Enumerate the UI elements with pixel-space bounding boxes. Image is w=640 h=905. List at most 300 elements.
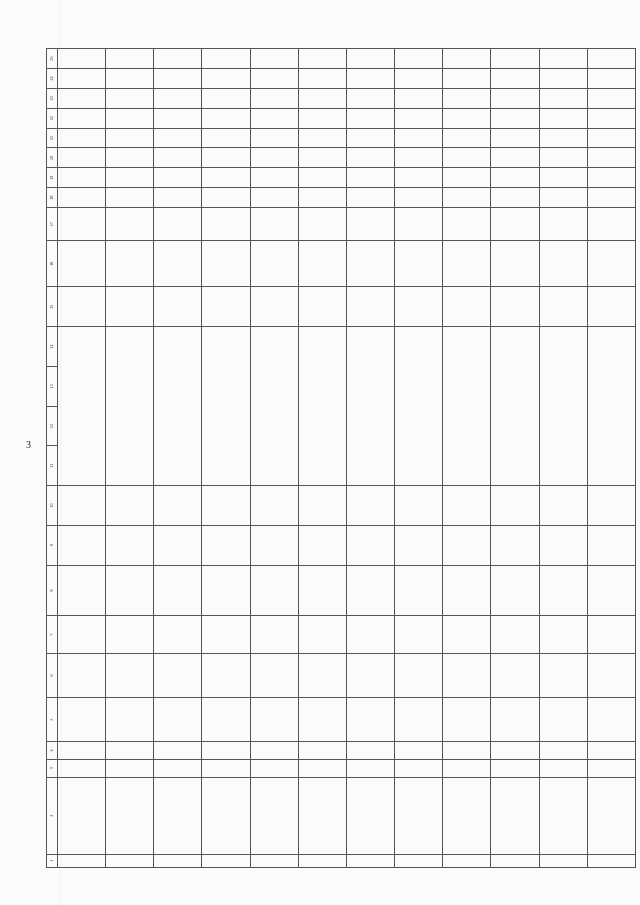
cell-start-date bbox=[443, 759, 491, 777]
cell-q3 bbox=[106, 486, 154, 526]
cell-indicator bbox=[58, 653, 106, 697]
cell-col-21 bbox=[491, 128, 539, 148]
cell-unit bbox=[491, 616, 539, 654]
cell-indicator bbox=[395, 653, 443, 697]
cell-col-21 bbox=[395, 128, 443, 148]
cell-measure-name bbox=[58, 777, 106, 854]
cell-col-25 bbox=[250, 49, 298, 69]
cell-q4 bbox=[346, 327, 394, 486]
cell-col-24 bbox=[587, 69, 635, 89]
cell-col-18 bbox=[587, 188, 635, 208]
cell-q2 bbox=[443, 525, 491, 565]
cell-col-21 bbox=[250, 128, 298, 148]
cell-col-17 bbox=[202, 208, 250, 241]
cell-q3 bbox=[346, 486, 394, 526]
cell-col-20 bbox=[587, 148, 635, 168]
column-number: 19 bbox=[47, 168, 58, 188]
cell-col-20 bbox=[106, 148, 154, 168]
cell-measure-name bbox=[346, 777, 394, 854]
cell-q1 bbox=[443, 565, 491, 616]
cell-col-21 bbox=[154, 128, 202, 148]
cell-col-17 bbox=[154, 208, 202, 241]
cell-q2 bbox=[346, 525, 394, 565]
cell-col-25 bbox=[539, 49, 587, 69]
column-number: 7 bbox=[47, 616, 58, 654]
cell-col-17 bbox=[491, 208, 539, 241]
cell-row-number bbox=[443, 854, 491, 867]
cell-col-20 bbox=[154, 148, 202, 168]
cell-q1 bbox=[202, 565, 250, 616]
cell-col-22 bbox=[106, 108, 154, 128]
cell-executor bbox=[154, 698, 202, 742]
column-number: 10 bbox=[47, 486, 58, 526]
cell-start-date bbox=[106, 759, 154, 777]
cell-measure-name bbox=[202, 777, 250, 854]
cell-q1 bbox=[395, 565, 443, 616]
cell-col-23 bbox=[250, 88, 298, 108]
cell-start-date bbox=[58, 759, 106, 777]
cell-start-date bbox=[491, 759, 539, 777]
cell-end-date bbox=[58, 742, 106, 760]
cell-end-date bbox=[202, 742, 250, 760]
cell-col-18 bbox=[202, 188, 250, 208]
cell-col-24 bbox=[539, 69, 587, 89]
cell-q2 bbox=[587, 525, 635, 565]
cell-col-19 bbox=[298, 168, 346, 188]
cell-indicator bbox=[154, 653, 202, 697]
cell-year-total bbox=[587, 287, 635, 327]
cell-basis bbox=[443, 241, 491, 287]
cell-col-21 bbox=[298, 128, 346, 148]
cell-col-24 bbox=[443, 69, 491, 89]
cell-executor bbox=[491, 698, 539, 742]
cell-start-date bbox=[202, 759, 250, 777]
cell-col-21 bbox=[58, 128, 106, 148]
cell-col-23 bbox=[106, 88, 154, 108]
column-number: 13 bbox=[47, 366, 58, 406]
cell-col-17 bbox=[106, 208, 154, 241]
cell-col-18 bbox=[250, 188, 298, 208]
cell-basis bbox=[491, 241, 539, 287]
cell-start-date bbox=[346, 759, 394, 777]
cell-col-23 bbox=[395, 88, 443, 108]
cell-row-number bbox=[202, 854, 250, 867]
table-body bbox=[47, 49, 636, 868]
cell-year-total bbox=[539, 287, 587, 327]
cell-basis bbox=[202, 241, 250, 287]
cell-year-total bbox=[298, 287, 346, 327]
cell-q2 bbox=[58, 525, 106, 565]
cell-q4 bbox=[587, 327, 635, 486]
cell-basis bbox=[395, 241, 443, 287]
cell-col-25 bbox=[395, 49, 443, 69]
cell-col-22 bbox=[298, 108, 346, 128]
cell-col-17 bbox=[346, 208, 394, 241]
cell-q3 bbox=[250, 486, 298, 526]
cell-col-25 bbox=[202, 49, 250, 69]
cell-measure-name bbox=[154, 777, 202, 854]
cell-col-19 bbox=[154, 168, 202, 188]
cell-unit bbox=[298, 616, 346, 654]
cell-unit bbox=[250, 616, 298, 654]
cell-year-total bbox=[443, 287, 491, 327]
cell-q1 bbox=[346, 565, 394, 616]
column-number: 20 bbox=[47, 148, 58, 168]
cell-col-20 bbox=[58, 148, 106, 168]
cell-col-20 bbox=[250, 148, 298, 168]
cell-col-22 bbox=[58, 108, 106, 128]
cell-col-23 bbox=[58, 88, 106, 108]
cell-col-18 bbox=[443, 188, 491, 208]
cell-col-22 bbox=[154, 108, 202, 128]
cell-executor bbox=[346, 698, 394, 742]
cell-row-number bbox=[346, 854, 394, 867]
cell-q1 bbox=[58, 565, 106, 616]
cell-col-23 bbox=[346, 88, 394, 108]
cell-unit bbox=[154, 616, 202, 654]
cell-col-21 bbox=[443, 128, 491, 148]
cell-year-total bbox=[202, 287, 250, 327]
cell-col-24 bbox=[346, 69, 394, 89]
cell-col-25 bbox=[154, 49, 202, 69]
cell-end-date bbox=[443, 742, 491, 760]
cell-col-19 bbox=[250, 168, 298, 188]
cell-row-number bbox=[395, 854, 443, 867]
cell-basis bbox=[587, 241, 635, 287]
cell-col-18 bbox=[298, 188, 346, 208]
cell-row-number bbox=[539, 854, 587, 867]
cell-indicator bbox=[202, 653, 250, 697]
cell-indicator bbox=[491, 653, 539, 697]
cell-q2 bbox=[491, 525, 539, 565]
cell-q4 bbox=[106, 327, 154, 486]
rotated-table-container bbox=[46, 48, 636, 868]
cell-col-19 bbox=[587, 168, 635, 188]
cell-q4 bbox=[250, 327, 298, 486]
cell-col-24 bbox=[298, 69, 346, 89]
cell-executor bbox=[58, 698, 106, 742]
cell-measure-name bbox=[539, 777, 587, 854]
cell-q3 bbox=[491, 486, 539, 526]
table-row bbox=[346, 49, 394, 868]
cell-end-date bbox=[491, 742, 539, 760]
cell-year-total bbox=[346, 287, 394, 327]
cell-col-22 bbox=[443, 108, 491, 128]
cell-col-24 bbox=[395, 69, 443, 89]
cell-end-date bbox=[106, 742, 154, 760]
cell-q2 bbox=[539, 525, 587, 565]
cell-executor bbox=[539, 698, 587, 742]
cell-start-date bbox=[298, 759, 346, 777]
table-row bbox=[202, 49, 250, 868]
column-number: 5 bbox=[47, 698, 58, 742]
cell-col-19 bbox=[346, 168, 394, 188]
cell-measure-name bbox=[491, 777, 539, 854]
cell-basis bbox=[346, 241, 394, 287]
cell-unit bbox=[346, 616, 394, 654]
column-number: 25 bbox=[47, 49, 58, 69]
cell-measure-name bbox=[106, 777, 154, 854]
cell-q4 bbox=[202, 327, 250, 486]
cell-executor bbox=[443, 698, 491, 742]
cell-measure-name bbox=[395, 777, 443, 854]
cell-row-number bbox=[250, 854, 298, 867]
cell-q4 bbox=[58, 327, 106, 486]
cell-row-number bbox=[298, 854, 346, 867]
cell-col-21 bbox=[587, 128, 635, 148]
cell-indicator bbox=[106, 653, 154, 697]
cell-basis bbox=[154, 241, 202, 287]
cell-basis bbox=[58, 241, 106, 287]
cell-col-19 bbox=[202, 168, 250, 188]
cell-q1 bbox=[154, 565, 202, 616]
table-row bbox=[587, 49, 635, 868]
cell-col-23 bbox=[491, 88, 539, 108]
cell-q1 bbox=[298, 565, 346, 616]
cell-q4 bbox=[395, 327, 443, 486]
cell-col-17 bbox=[250, 208, 298, 241]
cell-col-22 bbox=[491, 108, 539, 128]
cell-col-22 bbox=[250, 108, 298, 128]
cell-basis bbox=[250, 241, 298, 287]
cell-start-date bbox=[154, 759, 202, 777]
cell-col-24 bbox=[202, 69, 250, 89]
cell-col-23 bbox=[298, 88, 346, 108]
table-row bbox=[395, 49, 443, 868]
cell-end-date bbox=[154, 742, 202, 760]
cell-end-date bbox=[587, 742, 635, 760]
cell-col-25 bbox=[106, 49, 154, 69]
cell-q3 bbox=[202, 486, 250, 526]
cell-indicator bbox=[587, 653, 635, 697]
cell-col-23 bbox=[539, 88, 587, 108]
cell-indicator bbox=[539, 653, 587, 697]
cell-executor bbox=[202, 698, 250, 742]
cell-col-20 bbox=[202, 148, 250, 168]
cell-col-20 bbox=[539, 148, 587, 168]
cell-col-21 bbox=[346, 128, 394, 148]
column-number: 2 bbox=[47, 777, 58, 854]
cell-unit bbox=[58, 616, 106, 654]
cell-col-20 bbox=[491, 148, 539, 168]
cell-q2 bbox=[395, 525, 443, 565]
cell-q1 bbox=[250, 565, 298, 616]
cell-col-21 bbox=[202, 128, 250, 148]
column-number: 11 bbox=[47, 446, 58, 486]
cell-unit bbox=[587, 616, 635, 654]
cell-col-17 bbox=[395, 208, 443, 241]
cell-row-number bbox=[58, 854, 106, 867]
cell-q2 bbox=[154, 525, 202, 565]
cell-start-date bbox=[539, 759, 587, 777]
cell-q1 bbox=[587, 565, 635, 616]
cell-row-number bbox=[106, 854, 154, 867]
cell-col-25 bbox=[443, 49, 491, 69]
cell-col-18 bbox=[539, 188, 587, 208]
column-number: 12 bbox=[47, 406, 58, 446]
cell-q2 bbox=[298, 525, 346, 565]
cell-year-total bbox=[395, 287, 443, 327]
cell-col-25 bbox=[346, 49, 394, 69]
cell-col-22 bbox=[395, 108, 443, 128]
column-number: 17 bbox=[47, 208, 58, 241]
cell-col-17 bbox=[58, 208, 106, 241]
cell-measure-name bbox=[443, 777, 491, 854]
cell-q4 bbox=[539, 327, 587, 486]
cell-q3 bbox=[154, 486, 202, 526]
cell-q3 bbox=[587, 486, 635, 526]
cell-col-23 bbox=[202, 88, 250, 108]
column-number: 6 bbox=[47, 653, 58, 697]
cell-col-17 bbox=[443, 208, 491, 241]
cell-col-25 bbox=[587, 49, 635, 69]
table-row bbox=[106, 49, 154, 868]
cell-col-25 bbox=[58, 49, 106, 69]
column-number: 1 bbox=[47, 854, 58, 867]
cell-col-22 bbox=[539, 108, 587, 128]
cell-col-18 bbox=[491, 188, 539, 208]
cell-indicator bbox=[346, 653, 394, 697]
cell-col-22 bbox=[202, 108, 250, 128]
cell-unit bbox=[539, 616, 587, 654]
cell-col-24 bbox=[250, 69, 298, 89]
column-number: 15 bbox=[47, 287, 58, 327]
cell-year-total bbox=[250, 287, 298, 327]
cell-measure-name bbox=[587, 777, 635, 854]
column-number: 18 bbox=[47, 188, 58, 208]
cell-col-24 bbox=[106, 69, 154, 89]
cell-col-19 bbox=[395, 168, 443, 188]
cell-end-date bbox=[298, 742, 346, 760]
column-number-row bbox=[47, 49, 58, 868]
cell-col-18 bbox=[395, 188, 443, 208]
cell-end-date bbox=[395, 742, 443, 760]
cell-end-date bbox=[250, 742, 298, 760]
cell-col-20 bbox=[298, 148, 346, 168]
column-number: 22 bbox=[47, 108, 58, 128]
cell-unit bbox=[202, 616, 250, 654]
cell-q2 bbox=[202, 525, 250, 565]
cell-row-number bbox=[491, 854, 539, 867]
column-number: 21 bbox=[47, 128, 58, 148]
plan-table bbox=[46, 48, 636, 868]
cell-col-24 bbox=[154, 69, 202, 89]
cell-q1 bbox=[539, 565, 587, 616]
cell-row-number bbox=[587, 854, 635, 867]
table-row bbox=[539, 49, 587, 868]
cell-measure-name bbox=[250, 777, 298, 854]
cell-col-24 bbox=[58, 69, 106, 89]
cell-col-18 bbox=[58, 188, 106, 208]
cell-row-number bbox=[154, 854, 202, 867]
cell-col-20 bbox=[346, 148, 394, 168]
cell-q4 bbox=[443, 327, 491, 486]
column-number: 9 bbox=[47, 525, 58, 565]
cell-executor bbox=[298, 698, 346, 742]
cell-col-20 bbox=[443, 148, 491, 168]
cell-col-23 bbox=[443, 88, 491, 108]
cell-unit bbox=[443, 616, 491, 654]
cell-col-22 bbox=[346, 108, 394, 128]
cell-col-20 bbox=[395, 148, 443, 168]
table-row bbox=[250, 49, 298, 868]
cell-q2 bbox=[250, 525, 298, 565]
cell-col-25 bbox=[298, 49, 346, 69]
table-row bbox=[58, 49, 106, 868]
cell-indicator bbox=[443, 653, 491, 697]
column-number: 24 bbox=[47, 69, 58, 89]
cell-executor bbox=[250, 698, 298, 742]
cell-q4 bbox=[154, 327, 202, 486]
cell-col-19 bbox=[539, 168, 587, 188]
cell-col-17 bbox=[298, 208, 346, 241]
cell-q1 bbox=[106, 565, 154, 616]
cell-indicator bbox=[250, 653, 298, 697]
column-number: 8 bbox=[47, 565, 58, 616]
cell-col-24 bbox=[491, 69, 539, 89]
cell-year-total bbox=[106, 287, 154, 327]
cell-unit bbox=[106, 616, 154, 654]
cell-col-18 bbox=[154, 188, 202, 208]
column-number: 3 bbox=[47, 759, 58, 777]
cell-start-date bbox=[250, 759, 298, 777]
column-number: 4 bbox=[47, 742, 58, 760]
table-row bbox=[154, 49, 202, 868]
cell-end-date bbox=[346, 742, 394, 760]
table-row bbox=[491, 49, 539, 868]
page-number: 3 bbox=[26, 440, 31, 451]
cell-q3 bbox=[58, 486, 106, 526]
cell-col-22 bbox=[587, 108, 635, 128]
column-number: 16 bbox=[47, 241, 58, 287]
cell-measure-name bbox=[298, 777, 346, 854]
column-number: 23 bbox=[47, 88, 58, 108]
cell-col-25 bbox=[491, 49, 539, 69]
cell-col-21 bbox=[539, 128, 587, 148]
cell-year-total bbox=[154, 287, 202, 327]
cell-start-date bbox=[587, 759, 635, 777]
cell-q1 bbox=[491, 565, 539, 616]
cell-col-23 bbox=[587, 88, 635, 108]
cell-start-date bbox=[395, 759, 443, 777]
cell-q3 bbox=[395, 486, 443, 526]
cell-col-17 bbox=[539, 208, 587, 241]
cell-q3 bbox=[298, 486, 346, 526]
cell-col-19 bbox=[491, 168, 539, 188]
cell-col-21 bbox=[106, 128, 154, 148]
cell-executor bbox=[395, 698, 443, 742]
cell-year-total bbox=[58, 287, 106, 327]
cell-indicator bbox=[298, 653, 346, 697]
cell-q3 bbox=[539, 486, 587, 526]
cell-col-19 bbox=[443, 168, 491, 188]
cell-col-19 bbox=[58, 168, 106, 188]
cell-q4 bbox=[491, 327, 539, 486]
column-number: 14 bbox=[47, 327, 58, 367]
cell-col-17 bbox=[587, 208, 635, 241]
cell-col-23 bbox=[154, 88, 202, 108]
cell-col-19 bbox=[106, 168, 154, 188]
cell-end-date bbox=[539, 742, 587, 760]
cell-basis bbox=[298, 241, 346, 287]
cell-executor bbox=[106, 698, 154, 742]
cell-q4 bbox=[298, 327, 346, 486]
cell-basis bbox=[539, 241, 587, 287]
cell-year-total bbox=[491, 287, 539, 327]
cell-executor bbox=[587, 698, 635, 742]
table-row bbox=[443, 49, 491, 868]
cell-q3 bbox=[443, 486, 491, 526]
